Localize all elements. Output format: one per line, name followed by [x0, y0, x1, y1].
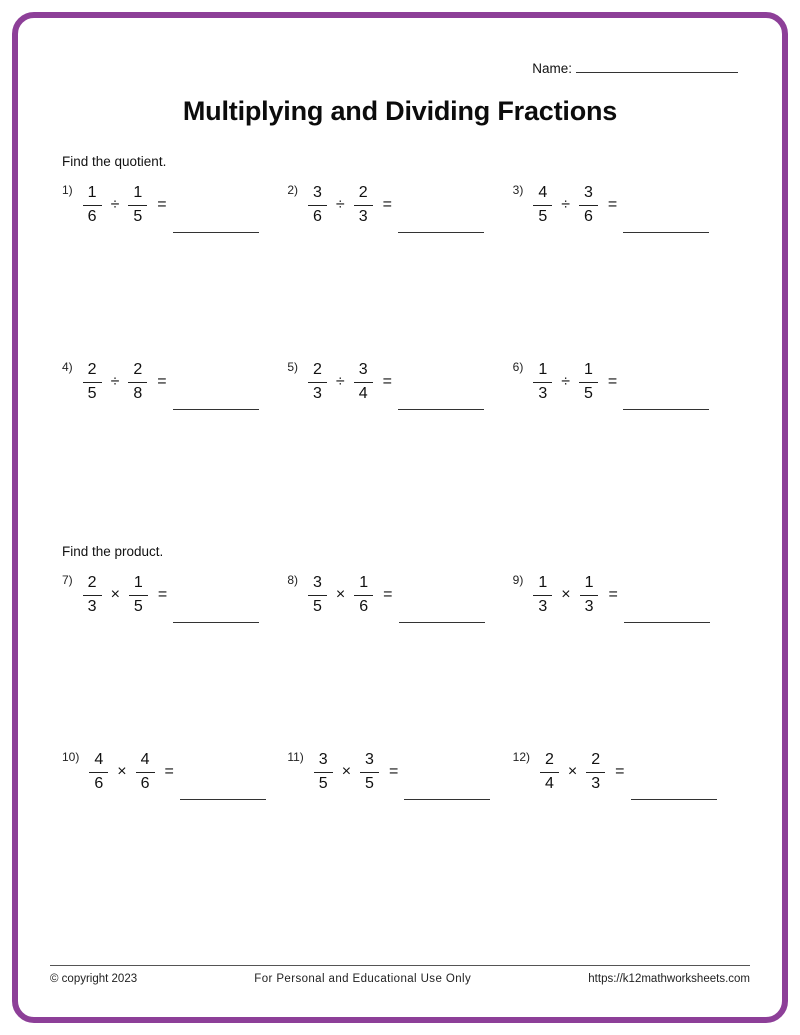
divide-operator: ÷: [335, 373, 345, 390]
problem-8: [287, 567, 512, 623]
footer-usage-note: For Personal and Educational Use Only: [254, 973, 472, 985]
numerator: 4: [533, 183, 552, 206]
problem-number: 5): [287, 360, 298, 374]
denominator: 8: [133, 384, 143, 402]
equals-sign: =: [157, 373, 167, 390]
denominator: 5: [538, 207, 548, 225]
equals-sign: =: [157, 196, 167, 213]
worksheet-content: [62, 0, 738, 800]
problem-2: [287, 177, 512, 233]
numerator: 2: [83, 573, 102, 596]
name-row: [62, 60, 738, 76]
fraction-second: [354, 360, 373, 405]
problem-4: [62, 354, 287, 410]
answer-blank: [404, 798, 490, 800]
denominator: 4: [545, 774, 554, 792]
problem-9: [513, 567, 738, 623]
problem-number: 8): [287, 573, 298, 587]
problems-row-3: [62, 567, 738, 623]
denominator: 6: [359, 597, 369, 615]
numerator: 4: [136, 750, 155, 773]
numerator: 2: [586, 750, 605, 773]
equals-sign: =: [382, 196, 392, 213]
fraction-second: [128, 183, 147, 228]
fraction-first: [83, 183, 102, 228]
fraction-first: [314, 750, 333, 795]
numerator: 3: [360, 750, 379, 773]
fraction-first: [83, 573, 102, 618]
problems-row-2: [62, 354, 738, 410]
denominator: 5: [133, 597, 143, 615]
problem-number: 9): [512, 573, 524, 587]
problem-10: [62, 744, 287, 800]
denominator: 5: [313, 597, 322, 615]
problem-number: 12): [512, 750, 530, 764]
denominator: 3: [538, 597, 548, 615]
divide-operator: ÷: [561, 373, 571, 390]
problem-number: 2): [287, 183, 298, 197]
answer-blank: [624, 621, 710, 623]
denominator: 3: [584, 597, 594, 615]
equals-sign: =: [388, 763, 399, 780]
problem-number: 3): [512, 183, 524, 197]
problem-number: 6): [512, 360, 524, 374]
numerator: 1: [129, 573, 148, 596]
denominator: 3: [591, 774, 601, 792]
numerator: 1: [533, 573, 552, 596]
numerator: 1: [354, 573, 373, 596]
numerator: 3: [354, 360, 373, 383]
fraction-first: [540, 750, 559, 795]
fraction-second: [586, 750, 605, 795]
answer-blank: [623, 231, 709, 233]
equals-sign: =: [607, 373, 618, 390]
equals-sign: =: [382, 373, 392, 390]
fraction-first: [308, 183, 327, 228]
multiply-operator: ×: [110, 586, 120, 603]
name-label: Name:: [532, 61, 572, 76]
footer-url: https://k12mathworksheets.com: [588, 973, 750, 985]
multiply-operator: ×: [561, 586, 571, 603]
problem-number: 7): [62, 573, 73, 587]
numerator: 3: [308, 573, 327, 596]
fraction-first: [533, 573, 552, 618]
denominator: 4: [358, 384, 368, 402]
numerator: 1: [83, 183, 102, 206]
answer-blank: [180, 798, 266, 800]
problem-5: [287, 354, 512, 410]
numerator: 3: [579, 183, 598, 206]
problem-7: [62, 567, 287, 623]
problem-number: 10): [62, 750, 80, 764]
problem-3: [513, 177, 738, 233]
problems-row-1: [62, 177, 738, 233]
divide-operator: ÷: [335, 196, 345, 213]
numerator: 1: [579, 360, 598, 383]
fraction-first: [533, 183, 552, 228]
answer-blank: [631, 798, 717, 800]
fraction-second: [129, 573, 148, 618]
denominator: 3: [87, 597, 97, 615]
fraction-second: [354, 573, 373, 618]
numerator: 4: [89, 750, 108, 773]
multiply-operator: ×: [117, 763, 127, 780]
numerator: 3: [314, 750, 333, 773]
equals-sign: =: [164, 763, 174, 780]
denominator: 6: [87, 207, 97, 225]
numerator: 2: [354, 183, 373, 206]
denominator: 6: [584, 207, 593, 225]
answer-blank: [399, 621, 485, 623]
problem-6: [513, 354, 738, 410]
section-label-product: Find the product.: [62, 544, 164, 559]
denominator: 3: [358, 207, 368, 225]
answer-blank: [173, 408, 259, 410]
problems-row-4: [62, 744, 738, 800]
name-blank-line: [576, 60, 738, 73]
answer-blank: [398, 408, 484, 410]
multiply-operator: ×: [567, 763, 578, 780]
problem-number: 4): [62, 360, 73, 374]
divide-operator: ÷: [561, 196, 571, 213]
answer-blank: [173, 621, 259, 623]
numerator: 1: [533, 360, 552, 383]
fraction-first: [83, 360, 102, 405]
numerator: 2: [128, 360, 147, 383]
answer-blank: [623, 408, 709, 410]
denominator: 6: [140, 774, 150, 792]
numerator: 1: [128, 183, 147, 206]
fraction-first: [308, 573, 327, 618]
denominator: 5: [133, 207, 143, 225]
section-label-quotient: Find the quotient.: [62, 154, 167, 169]
numerator: 2: [308, 360, 327, 383]
problem-number: 11): [287, 750, 304, 764]
fraction-second: [579, 360, 598, 405]
multiply-operator: ×: [341, 763, 352, 780]
denominator: 3: [538, 384, 548, 402]
denominator: 5: [87, 384, 97, 402]
numerator: 2: [83, 360, 102, 383]
equals-sign: =: [608, 586, 618, 603]
denominator: 6: [313, 207, 322, 225]
numerator: 2: [540, 750, 559, 773]
answer-blank: [398, 231, 484, 233]
denominator: 5: [584, 384, 593, 402]
problem-12: [513, 744, 738, 800]
equals-sign: =: [383, 586, 393, 603]
answer-blank: [173, 231, 259, 233]
denominator: 5: [365, 774, 374, 792]
fraction-second: [136, 750, 155, 795]
denominator: 5: [318, 774, 328, 792]
equals-sign: =: [157, 586, 168, 603]
footer-copyright: © copyright 2023: [50, 973, 138, 985]
numerator: 3: [308, 183, 327, 206]
divide-operator: ÷: [110, 196, 120, 213]
problem-number: 1): [62, 183, 73, 197]
fraction-second: [580, 573, 599, 618]
equals-sign: =: [615, 763, 625, 780]
problem-1: [62, 177, 287, 233]
fraction-first: [308, 360, 327, 405]
fraction-first: [533, 360, 552, 405]
numerator: 1: [580, 573, 599, 596]
fraction-second: [354, 183, 373, 228]
fraction-second: [360, 750, 379, 795]
page-title: Multiplying and Dividing Fractions: [182, 96, 618, 126]
denominator: 3: [313, 384, 322, 402]
fraction-second: [579, 183, 598, 228]
page-footer: [50, 965, 750, 985]
fraction-first: [89, 750, 108, 795]
equals-sign: =: [607, 196, 618, 213]
denominator: 6: [94, 774, 104, 792]
multiply-operator: ×: [335, 586, 346, 603]
problem-11: [287, 744, 512, 800]
fraction-second: [128, 360, 147, 405]
divide-operator: ÷: [110, 373, 120, 390]
